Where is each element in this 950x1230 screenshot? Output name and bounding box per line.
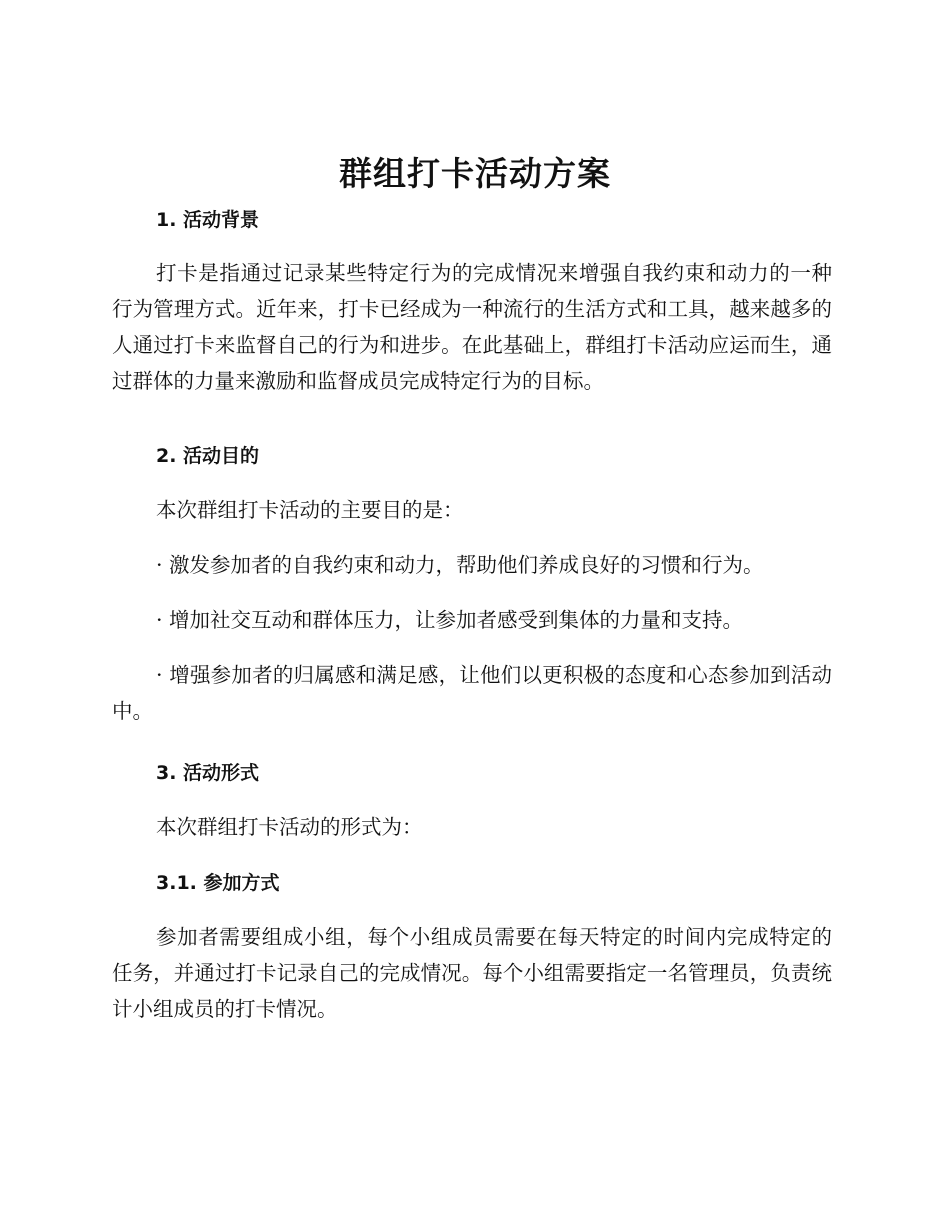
purpose-intro: 本次群组打卡活动的主要目的是： [156,498,464,522]
section-heading-purpose: 2. 活动目的 [156,445,260,467]
section-heading-background: 1. 活动背景 [156,209,260,231]
purpose-bullet-1: · 激发参加者的自我约束和动力，帮助他们养成良好的习惯和行为。 [156,553,764,577]
section-heading-format: 3. 活动形式 [156,762,260,784]
background-paragraph: 打卡是指通过记录某些特定行为的完成情况来增强自我约束和动力的一种行为管理方式。近年来，打卡已经成为一种流行的生活方式和工具，越来越多的人通过打卡来监督自己的行为和进步。在此基础上，群组打卡活动应运而生，通过群体的力量来激励和监督成员完成特定行为的目标。 [112,261,832,393]
purpose-bullet-2: · 增加社交互动和群体压力，让参加者感受到集体的力量和支持。 [156,608,744,632]
format-intro: 本次群组打卡活动的形式为： [156,815,423,839]
participation-paragraph: 参加者需要组成小组，每个小组成员需要在每天特定的时间内完成特定的任务，并通过打卡记录自己的完成情况。每个小组需要指定一名管理员，负责统计小组成员的打卡情况。 [112,925,832,1021]
subsection-heading-participation: 3.1. 参加方式 [156,872,280,894]
document-title: 群组打卡活动方案 [339,154,611,193]
purpose-bullet-3: · 增强参加者的归属感和满足感，让他们以更积极的态度和心态参加到活动中。 [112,663,832,723]
